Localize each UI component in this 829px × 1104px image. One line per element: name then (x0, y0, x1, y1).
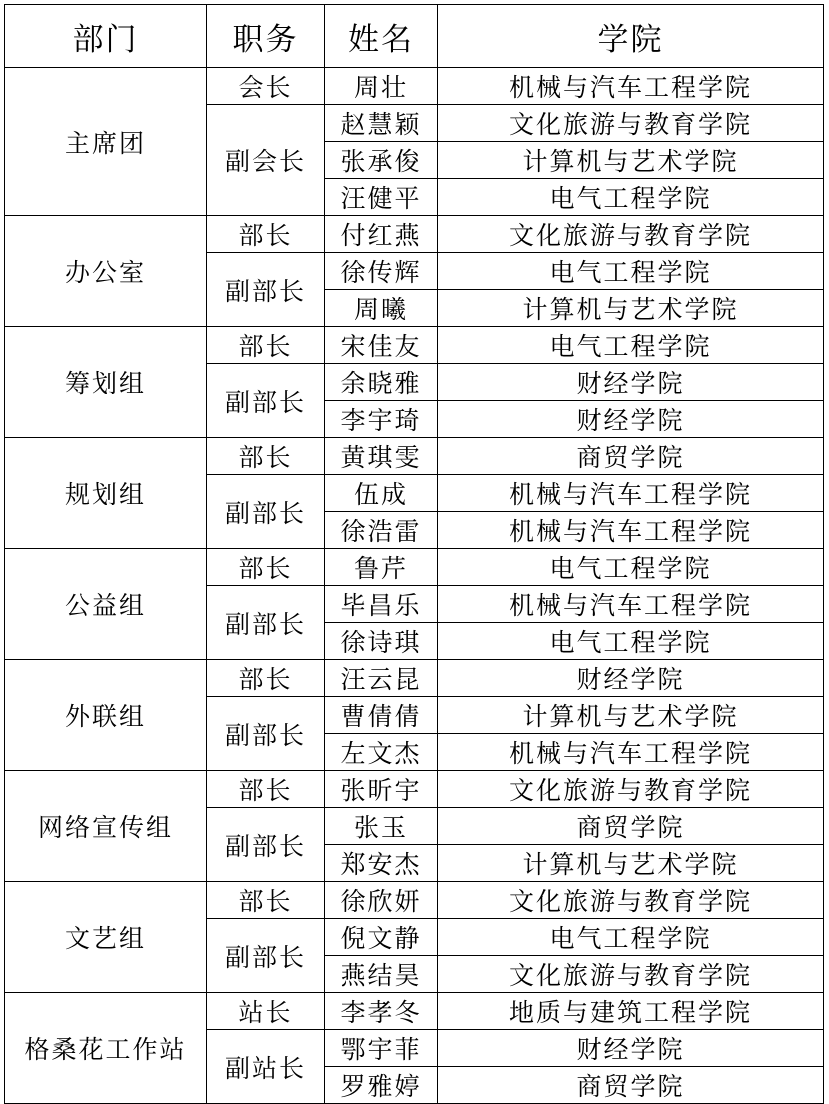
role-cell: 会长 (207, 68, 325, 105)
role-cell: 部长 (207, 438, 325, 475)
college-cell: 计算机与艺术学院 (438, 142, 824, 179)
role-cell: 部长 (207, 216, 325, 253)
college-cell: 电气工程学院 (438, 919, 824, 956)
header-name: 姓名 (325, 5, 438, 68)
table-row (5, 660, 824, 697)
role-cell: 部长 (207, 549, 325, 586)
department-cell: 规划组 (5, 438, 207, 549)
name-cell: 张昕宇 (325, 771, 438, 808)
college-cell: 机械与汽车工程学院 (438, 475, 824, 512)
table-row (5, 993, 824, 1030)
role-cell: 部长 (207, 327, 325, 364)
college-cell: 电气工程学院 (438, 623, 824, 660)
name-cell: 徐传辉 (325, 253, 438, 290)
name-cell: 鄂宇菲 (325, 1030, 438, 1067)
name-cell: 毕昌乐 (325, 586, 438, 623)
name-cell: 左文杰 (325, 734, 438, 771)
role-cell: 副部长 (207, 697, 325, 771)
college-cell: 计算机与艺术学院 (438, 697, 824, 734)
name-cell: 张承俊 (325, 142, 438, 179)
role-cell: 副站长 (207, 1030, 325, 1104)
name-cell: 徐欣妍 (325, 882, 438, 919)
header-college: 学院 (438, 5, 824, 68)
name-cell: 燕结昊 (325, 956, 438, 993)
college-cell: 电气工程学院 (438, 327, 824, 364)
college-cell: 电气工程学院 (438, 253, 824, 290)
college-cell: 电气工程学院 (438, 549, 824, 586)
table-row (5, 882, 824, 919)
college-cell: 计算机与艺术学院 (438, 290, 824, 327)
role-cell: 副部长 (207, 364, 325, 438)
college-cell: 商贸学院 (438, 1067, 824, 1104)
college-cell: 机械与汽车工程学院 (438, 512, 824, 549)
name-cell: 宋佳友 (325, 327, 438, 364)
name-cell: 张玉 (325, 808, 438, 845)
role-cell: 部长 (207, 882, 325, 919)
college-cell: 财经学院 (438, 401, 824, 438)
header-role: 职务 (207, 5, 325, 68)
roster-table (4, 4, 824, 1104)
college-cell: 地质与建筑工程学院 (438, 993, 824, 1030)
role-cell: 副部长 (207, 586, 325, 660)
college-cell: 商贸学院 (438, 808, 824, 845)
table-row (5, 549, 824, 586)
role-cell: 部长 (207, 660, 325, 697)
name-cell: 徐诗琪 (325, 623, 438, 660)
name-cell: 伍成 (325, 475, 438, 512)
name-cell: 周曦 (325, 290, 438, 327)
role-cell: 副会长 (207, 105, 325, 216)
role-cell: 副部长 (207, 253, 325, 327)
name-cell: 曹倩倩 (325, 697, 438, 734)
table-row (5, 771, 824, 808)
college-cell: 文化旅游与教育学院 (438, 882, 824, 919)
college-cell: 财经学院 (438, 660, 824, 697)
role-cell: 副部长 (207, 808, 325, 882)
header-row (5, 5, 824, 68)
department-cell: 外联组 (5, 660, 207, 771)
college-cell: 机械与汽车工程学院 (438, 586, 824, 623)
college-cell: 文化旅游与教育学院 (438, 105, 824, 142)
college-cell: 计算机与艺术学院 (438, 845, 824, 882)
roster-body (5, 68, 824, 1104)
college-cell: 商贸学院 (438, 438, 824, 475)
role-cell: 部长 (207, 771, 325, 808)
table-row (5, 327, 824, 364)
name-cell: 李宇琦 (325, 401, 438, 438)
college-cell: 文化旅游与教育学院 (438, 956, 824, 993)
name-cell: 李孝冬 (325, 993, 438, 1030)
department-cell: 主席团 (5, 68, 207, 216)
department-cell: 网络宣传组 (5, 771, 207, 882)
college-cell: 机械与汽车工程学院 (438, 734, 824, 771)
college-cell: 电气工程学院 (438, 179, 824, 216)
table-row (5, 216, 824, 253)
header-dept: 部门 (5, 5, 207, 68)
name-cell: 汪云昆 (325, 660, 438, 697)
name-cell: 郑安杰 (325, 845, 438, 882)
name-cell: 余晓雅 (325, 364, 438, 401)
name-cell: 赵慧颖 (325, 105, 438, 142)
role-cell: 站长 (207, 993, 325, 1030)
college-cell: 财经学院 (438, 364, 824, 401)
name-cell: 罗雅婷 (325, 1067, 438, 1104)
college-cell: 文化旅游与教育学院 (438, 216, 824, 253)
name-cell: 鲁芹 (325, 549, 438, 586)
role-cell: 副部长 (207, 919, 325, 993)
department-cell: 文艺组 (5, 882, 207, 993)
department-cell: 办公室 (5, 216, 207, 327)
college-cell: 文化旅游与教育学院 (438, 771, 824, 808)
department-cell: 筹划组 (5, 327, 207, 438)
name-cell: 倪文静 (325, 919, 438, 956)
department-cell: 公益组 (5, 549, 207, 660)
name-cell: 付红燕 (325, 216, 438, 253)
name-cell: 汪健平 (325, 179, 438, 216)
name-cell: 周壮 (325, 68, 438, 105)
college-cell: 财经学院 (438, 1030, 824, 1067)
table-row (5, 438, 824, 475)
name-cell: 黄琪雯 (325, 438, 438, 475)
name-cell: 徐浩雷 (325, 512, 438, 549)
table-row (5, 68, 824, 105)
role-cell: 副部长 (207, 475, 325, 549)
department-cell: 格桑花工作站 (5, 993, 207, 1104)
college-cell: 机械与汽车工程学院 (438, 68, 824, 105)
